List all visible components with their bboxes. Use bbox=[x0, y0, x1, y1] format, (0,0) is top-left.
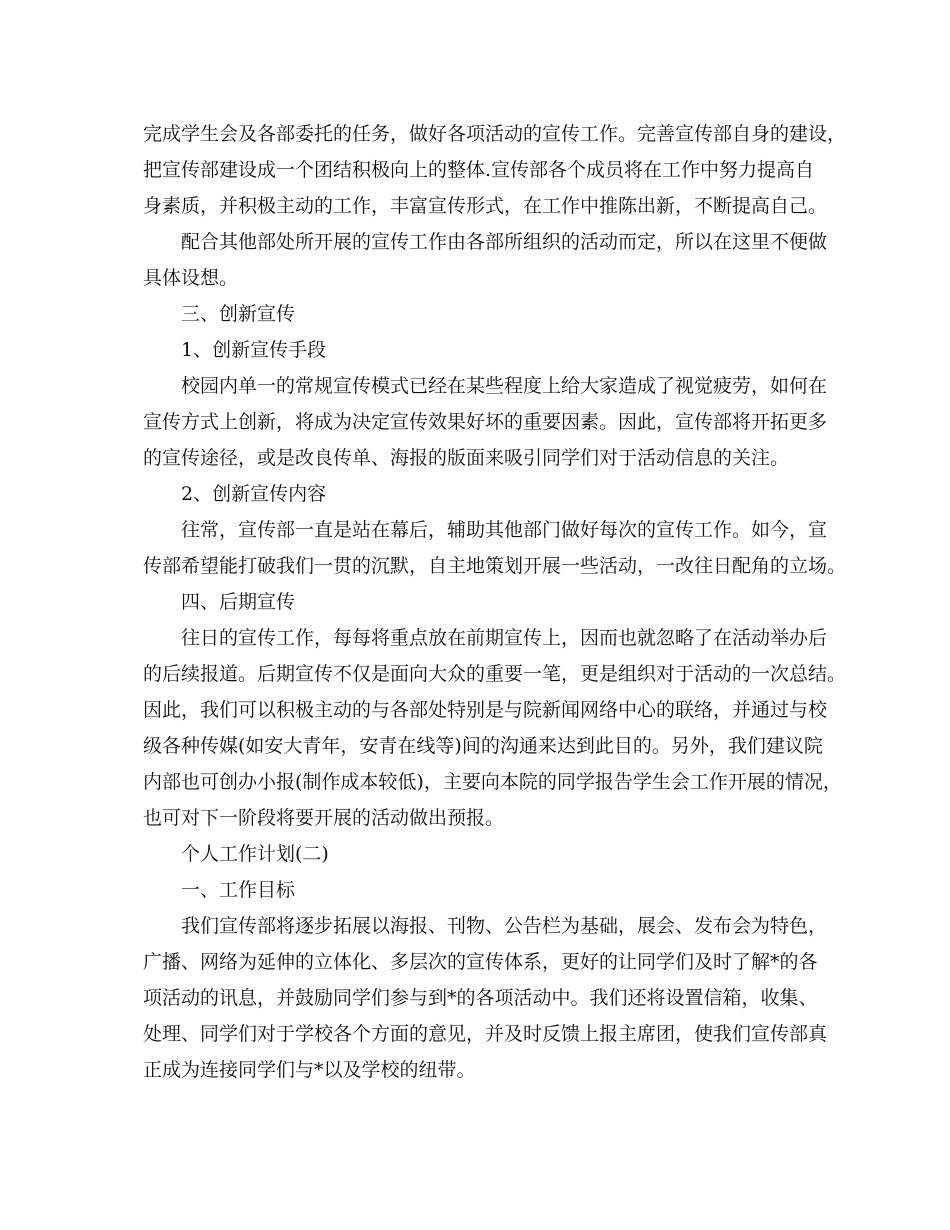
paragraph-line-15: 往日的宣传工作，每每将重点放在前期宣传上，因而也就忽略了在活动举办后 bbox=[181, 627, 828, 649]
text-line-9: 宣传方式上创新，将成为决定宣传效果好坏的重要因素。因此，宣传部将开拓更多 bbox=[143, 411, 828, 433]
text-line-17: 因此，我们可以积极主动的与各部处特别是与院新闻网络中心的联络，并通过与校 bbox=[143, 699, 828, 721]
text-line-19: 内部也可创办小报(制作成本较低)，主要向本院的同学报告学生会工作开展的情况， bbox=[143, 771, 842, 793]
text-line-2: 把宣传部建设成一个团结积极向上的整体.宣传部各个成员将在工作中努力提高自 bbox=[143, 159, 815, 181]
text-line-1: 完成学生会及各部委托的任务，做好各项活动的宣传工作。完善宣传部自身的建设， bbox=[143, 123, 847, 145]
heading-personal-work-plan: 个人工作计划(二) bbox=[181, 843, 329, 865]
text-line-13: 传部希望能打破我们一贯的沉默，自主地策划开展一些活动，一改往日配角的立场。 bbox=[143, 555, 847, 577]
subheading-promotion-methods: 1、创新宣传手段 bbox=[181, 339, 327, 361]
text-line-16: 的后续报道。后期宣传不仅是面向大众的重要一笔，更是组织对于活动的一次总结。 bbox=[143, 663, 847, 685]
text-line-24: 广播、网络为延伸的立体化、多层次的宣传体系，更好的让同学们及时了解*的各 bbox=[143, 951, 818, 973]
text-line-10: 的宣传途径，或是改良传单、海报的版面来吸引同学们对于活动信息的关注。 bbox=[143, 447, 790, 469]
text-line-27: 正成为连接同学们与*以及学校的纽带。 bbox=[143, 1059, 476, 1081]
section-heading-work-goals: 一、工作目标 bbox=[181, 879, 296, 901]
text-line-5: 具体设想。 bbox=[143, 267, 239, 289]
section-heading-creative-promotion: 三、创新宣传 bbox=[181, 303, 296, 325]
paragraph-line-8: 校园内单一的常规宣传模式已经在某些程度上给大家造成了视觉疲劳，如何在 bbox=[181, 375, 828, 397]
subheading-promotion-content: 2、创新宣传内容 bbox=[181, 483, 327, 505]
text-line-18: 级各种传媒(如安大青年，安青在线等)间的沟通来达到此目的。另外，我们建议院 bbox=[143, 735, 823, 757]
paragraph-line-23: 我们宣传部将逐步拓展以海报、刊物、公告栏为基础，展会、发布会为特色， bbox=[181, 915, 828, 937]
text-line-26: 处理、同学们对于学校各个方面的意见，并及时反馈上报主席团，使我们宣传部真 bbox=[143, 1023, 828, 1045]
paragraph-line-12: 往常，宣传部一直是站在幕后，辅助其他部门做好每次的宣传工作。如今，宣 bbox=[181, 519, 828, 541]
text-line-25: 项活动的讯息，并鼓励同学们参与到*的各项活动中。我们还将设置信箱，收集、 bbox=[143, 987, 818, 1009]
section-heading-later-promotion: 四、后期宣传 bbox=[181, 591, 296, 613]
paragraph-line-4: 配合其他部处所开展的宣传工作由各部所组织的活动而定，所以在这里不便做 bbox=[181, 231, 828, 253]
text-line-20: 也可对下一阶段将要开展的活动做出预报。 bbox=[143, 807, 505, 829]
text-line-3: 身素质，并积极主动的工作，丰富宣传形式，在工作中推陈出新，不断提高自己。 bbox=[143, 195, 828, 217]
